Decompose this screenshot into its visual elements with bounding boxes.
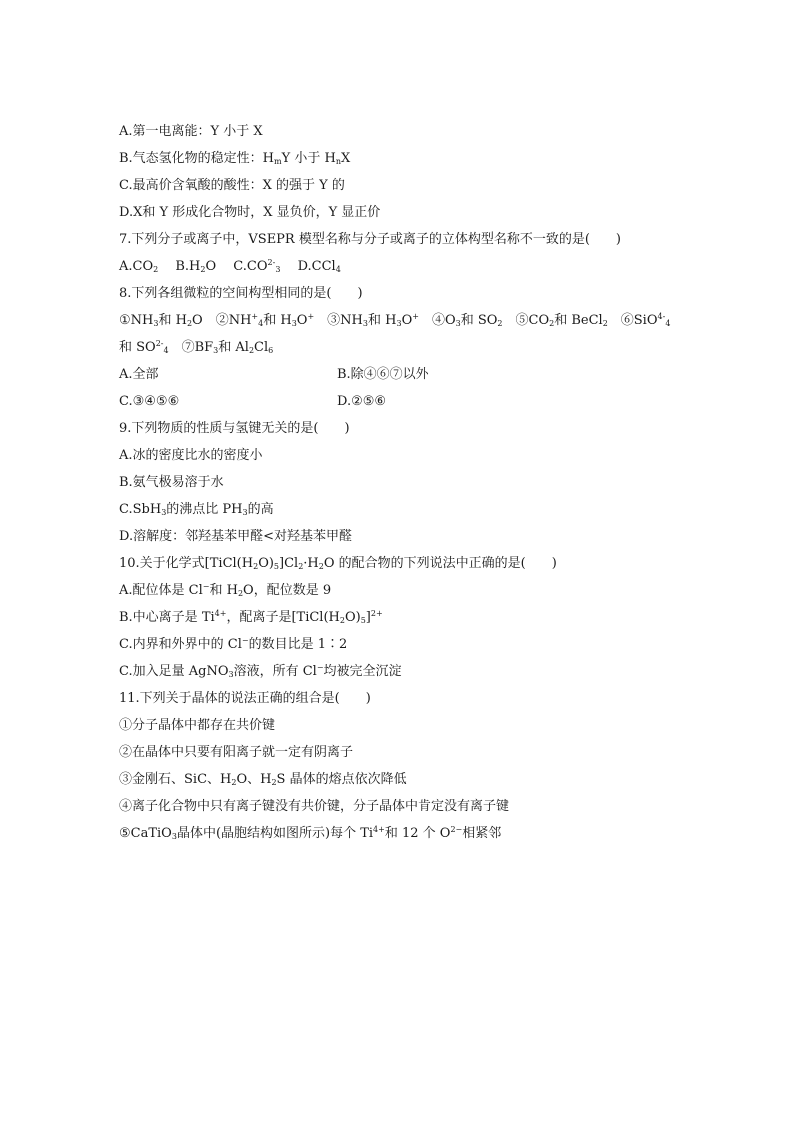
q6-option-d: D.X和 Y 形成化合物时，X 显负价，Y 显正价 — [119, 205, 381, 220]
q11-statement-3: ③金刚石、SiC、$H_2O$、$H_2S$ 晶体的熔点依次降低 — [119, 772, 407, 787]
q9-option-b: B.氨气极易溶于水 — [119, 475, 224, 490]
q9-option-a: A.冰的密度比水的密度小 — [119, 448, 263, 463]
q11-statement-2: ②在晶体中只要有阳离子就一定有阴离子 — [119, 745, 354, 760]
q8-groups-line1: $①NH_3$和 $H_2O$ $②NH^+_4$和 $H_3O^+$ $③NH_3$和 $H_3O^+$ $④O_3$和 $SO_2$ $⑤CO_2$和 BeCl$_2$ ⑥SiO$^{4-}_4$ — [119, 312, 671, 328]
q10-stem: 10.关于化学式$[TiCl(H_2O)_5]Cl_2\cdot H_2O$ 的配合物的下列说法中正确的是( ) — [119, 556, 557, 571]
q8-option-c: C.③④⑤⑥ — [119, 394, 180, 409]
q7-stem: 7.下列分子或离子中，VSEPR 模型名称与分子或离子的立体构型名称不一致的是( ) — [119, 232, 621, 247]
q8-option-b: B.除④⑥⑦以外 — [337, 367, 429, 382]
q6-option-a: A.第一电离能：Y 小于 X — [119, 124, 263, 139]
q10-option-d: C.加入足量 AgNO$_3$溶液，所有 Cl−均被完全沉淀 — [119, 663, 402, 679]
q8-option-d: D.②⑤⑥ — [337, 394, 387, 409]
q6-option-c: C.最高价含氧酸的酸性：X 的强于 Y 的 — [119, 178, 345, 193]
q8-option-a: A.全部 — [119, 367, 159, 382]
q9-option-d: D.溶解度：邻羟基苯甲醛<对羟基苯甲醛 — [119, 529, 352, 544]
q11-statement-5: ⑤CaTiO$_3$晶体中(晶胞结构如图所示)每个 $Ti^{4+}$和 12 个 $O^{2-}$相紧邻 — [119, 825, 502, 841]
q8-groups-line2: 和 $SO^{2-}_4$ $⑦BF_3$和 $Al_2Cl_6$ — [119, 339, 274, 355]
q11-stem: 11.下列关于晶体的说法正确的组合是( ) — [119, 691, 371, 706]
q9-option-c: C.SbH$_3$的沸点比 $PH_3$的高 — [119, 502, 274, 517]
q10-option-b: B.中心离子是 $Ti^{4+}$，配离子是$[TiCl(H_2O)_5]^{2+}$ — [119, 609, 383, 625]
q6-option-b: B.气态氢化物的稳定性：$H_mY$ 小于 $H_nX$ — [119, 151, 351, 166]
q11-statement-1: ①分子晶体中都存在共价键 — [119, 718, 276, 733]
q11-statement-4: ④离子化合物中只有离子键没有共价键，分子晶体中肯定没有离子键 — [119, 799, 510, 814]
q7-options: $A.CO_2$ $B.H_2O$ $C.CO^{2-}_3$ D.CCl$_4$ — [119, 258, 341, 274]
q10-option-c: C.内界和外界中的 Cl−的数目比是 1∶2 — [119, 636, 348, 652]
q10-option-a: A.配位体是 Cl−和 $H_2O$，配位数是 9 — [119, 582, 332, 598]
q8-stem: 8.下列各组微粒的空间构型相同的是( ) — [119, 286, 363, 301]
q9-stem: 9.下列物质的性质与氢键无关的是( ) — [119, 421, 350, 436]
